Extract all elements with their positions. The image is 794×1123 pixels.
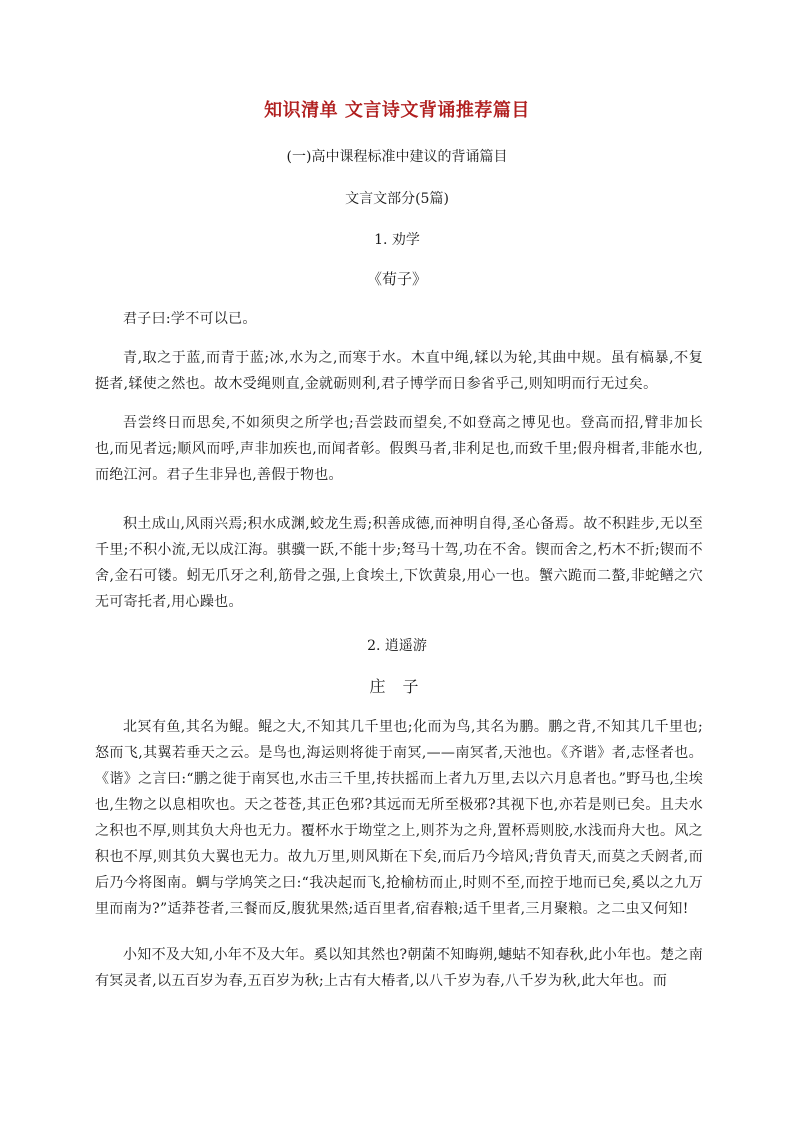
paragraph: 小知不及大知,小年不及大年。奚以知其然也?朝菌不知晦朔,蟪蛄不知春秋,此小年也。楚之南有冥灵者,以五百岁为春,五百岁为秋;上古有大椿者,以八千岁为春,八千岁为秋,此大年也。而 <box>95 947 703 989</box>
section-heading-quanxue: 1. 劝学 <box>374 232 420 248</box>
section-author-zhuangzi: 庄 子 <box>369 677 425 696</box>
section-author-xunzi: 《荀子》 <box>366 270 427 288</box>
paragraph: 君子曰:学不可以已。 <box>123 311 257 327</box>
document-title: 知识清单 文言诗文背诵推荐篇目 <box>264 100 530 121</box>
paragraph: 积土成山,风雨兴焉;积水成渊,蛟龙生焉;积善成德,而神明自得,圣心备焉。故不积跬步,无以至千里;不积小流,无以成江海。骐骥一跃,不能十步;驽马十驾,功在不舍。锲而舍之,朽木不折;锲而不舍,金石可镂。蚓无爪牙之利,筋骨之强,上食埃土,下饮黄泉,用心一也。蟹六跪而二螯,非蛇鳝之穴无可寄托者,用心躁也。 <box>95 516 703 610</box>
section-heading-xiaoyaoyou: 2. 逍遥游 <box>367 638 427 654</box>
subtitle-recommendation: (一)高中课程标准中建议的背诵篇目 <box>286 149 508 165</box>
paragraph: 北冥有鱼,其名为鲲。鲲之大,不知其几千里也;化而为鸟,其名为鹏。鹏之背,不知其几千里也;怒而飞,其翼若垂天之云。是鸟也,海运则将徙于南冥,——南冥者,天池也。《齐谐》者,志怪者也。《谐》之言曰:“鹏之徙于南冥也,水击三千里,抟扶摇而上者九万里,去以六月息者也。”野马也,尘埃也,生物之以息相吹也。天之苍苍,其正色邪?其远而无所至极邪?其视下也,亦若是则已矣。且夫水之积也不厚,则其负大舟也无力。覆杯水于坳堂之上,则芥为之舟,置杯焉则胶,水浅而舟大也。风之积也不厚,则其负大翼也无力。故九万里,则风斯在下矣,而后乃今培风;背负青天,而莫之夭阏者,而后乃今将图南。蜩与学鸠笑之曰:“我决起而飞,抢榆枋而止,时则不至,而控于地而已矣,奚以之九万里而南为?”适莽苍者,三餐而反,腹犹果然;适百里者,宿舂粮;适千里者,三月聚粮。之二虫又何知! <box>95 719 703 917</box>
paragraph: 吾尝终日而思矣,不如须臾之所学也;吾尝跂而望矣,不如登高之博见也。登高而招,臂非加长也,而见者远;顺风而呼,声非加疾也,而闻者彰。假舆马者,非利足也,而致千里;假舟楫者,非能水也,而绝江河。君子生非异也,善假于物也。 <box>95 415 703 483</box>
paragraph: 青,取之于蓝,而青于蓝;冰,水为之,而寒于水。木直中绳,𫐓以为轮,其曲中规。虽有槁暴,不复挺者,𫐓使之然也。故木受绳则直,金就砺则利,君子博学而日参省乎己,则知明而行无过矣。 <box>95 350 703 392</box>
subtitle-category: 文言文部分(5篇) <box>345 191 449 207</box>
